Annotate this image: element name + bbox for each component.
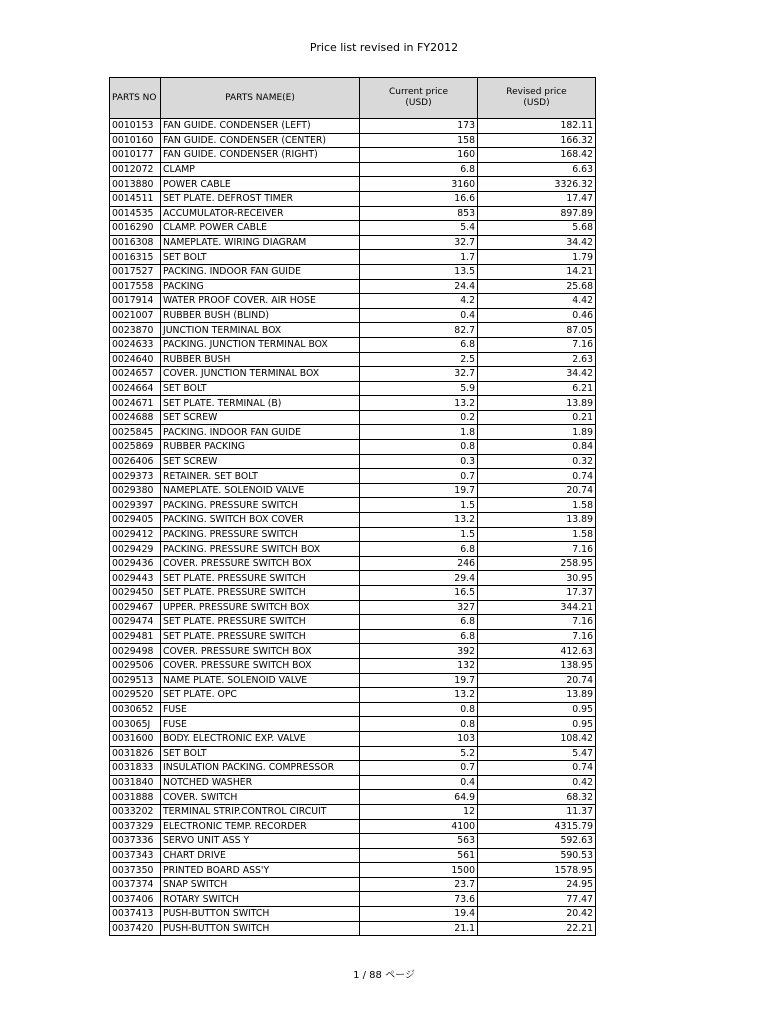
table-row (110, 440, 596, 455)
cell-revised-price: 4315.79 (478, 819, 596, 834)
cell-current-price: 1500 (360, 863, 478, 878)
table-row (110, 191, 596, 206)
table-row (110, 556, 596, 571)
cell-parts-name: SET BOLT (161, 381, 360, 396)
cell-parts-name: SET PLATE. OPC (161, 688, 360, 703)
table-row (110, 162, 596, 177)
cell-parts-name: SET PLATE. TERMINAL (B) (161, 396, 360, 411)
header-parts-no: PARTS NO (110, 78, 161, 119)
table-body (110, 119, 596, 936)
cell-revised-price: 258.95 (478, 556, 596, 571)
cell-revised-price: 6.63 (478, 162, 596, 177)
cell-revised-price: 182.11 (478, 119, 596, 134)
cell-parts-name: PUSH-BUTTON SWITCH (161, 921, 360, 936)
cell-parts-no: 0017558 (110, 279, 161, 294)
cell-revised-price: 166.32 (478, 133, 596, 148)
cell-parts-name: ROTARY SWITCH (161, 892, 360, 907)
cell-revised-price: 0.42 (478, 775, 596, 790)
cell-parts-no: 0029412 (110, 527, 161, 542)
cell-parts-name: FAN GUIDE. CONDENSER (CENTER) (161, 133, 360, 148)
table-row (110, 673, 596, 688)
cell-current-price: 0.4 (360, 775, 478, 790)
cell-revised-price: 13.89 (478, 513, 596, 528)
cell-current-price: 13.2 (360, 396, 478, 411)
price-table (109, 77, 596, 936)
cell-revised-price: 0.95 (478, 717, 596, 732)
table-row (110, 410, 596, 425)
cell-parts-name: SET SCREW (161, 410, 360, 425)
cell-current-price: 3160 (360, 177, 478, 192)
cell-parts-no: 0031840 (110, 775, 161, 790)
cell-parts-no: 0017527 (110, 264, 161, 279)
cell-parts-no: 0014511 (110, 191, 161, 206)
cell-parts-no: 0029443 (110, 571, 161, 586)
cell-current-price: 392 (360, 644, 478, 659)
cell-current-price: 6.8 (360, 162, 478, 177)
cell-current-price: 327 (360, 600, 478, 615)
cell-parts-no: 0029513 (110, 673, 161, 688)
cell-parts-name: WATER PROOF COVER. AIR HOSE (161, 294, 360, 309)
table-row (110, 425, 596, 440)
table-row (110, 600, 596, 615)
table-row (110, 629, 596, 644)
cell-parts-name: FAN GUIDE. CONDENSER (RIGHT) (161, 148, 360, 163)
cell-parts-no: 0010153 (110, 119, 161, 134)
cell-current-price: 0.7 (360, 469, 478, 484)
cell-revised-price: 1578.95 (478, 863, 596, 878)
cell-parts-name: PACKING. PRESSURE SWITCH (161, 498, 360, 513)
cell-revised-price: 7.16 (478, 542, 596, 557)
cell-current-price: 32.7 (360, 235, 478, 250)
cell-parts-no: 0029474 (110, 615, 161, 630)
cell-parts-name: SNAP SWITCH (161, 877, 360, 892)
cell-parts-no: 0024640 (110, 352, 161, 367)
table-row (110, 308, 596, 323)
cell-current-price: 19.7 (360, 483, 478, 498)
cell-revised-price: 7.16 (478, 615, 596, 630)
cell-parts-name: BODY. ELECTRONIC EXP. VALVE (161, 731, 360, 746)
table-row (110, 586, 596, 601)
cell-parts-no: 0029467 (110, 600, 161, 615)
cell-parts-no: 0010177 (110, 148, 161, 163)
cell-revised-price: 0.95 (478, 702, 596, 717)
table-row (110, 337, 596, 352)
cell-parts-name: PUSH-BUTTON SWITCH (161, 907, 360, 922)
cell-current-price: 13.2 (360, 688, 478, 703)
cell-revised-price: 344.21 (478, 600, 596, 615)
table-row (110, 688, 596, 703)
cell-parts-name: SERVO UNIT ASS Y (161, 834, 360, 849)
cell-revised-price: 11.37 (478, 804, 596, 819)
cell-current-price: 0.4 (360, 308, 478, 323)
cell-revised-price: 4.42 (478, 294, 596, 309)
table-row (110, 790, 596, 805)
cell-parts-no: 0023870 (110, 323, 161, 338)
cell-current-price: 563 (360, 834, 478, 849)
cell-revised-price: 14.21 (478, 264, 596, 279)
cell-current-price: 16.5 (360, 586, 478, 601)
document-title: Price list revised in FY2012 (309, 41, 459, 54)
cell-parts-name: PACKING. PRESSURE SWITCH (161, 527, 360, 542)
header-parts-name: PARTS NAME(E) (161, 78, 360, 119)
table-row (110, 717, 596, 732)
cell-parts-no: 0029380 (110, 483, 161, 498)
cell-parts-no: 0037374 (110, 877, 161, 892)
table-row (110, 206, 596, 221)
cell-parts-name: COVER. SWITCH (161, 790, 360, 805)
cell-parts-name: PACKING. PRESSURE SWITCH BOX (161, 542, 360, 557)
table-row (110, 527, 596, 542)
table-row (110, 323, 596, 338)
cell-revised-price: 68.32 (478, 790, 596, 805)
cell-revised-price: 20.74 (478, 483, 596, 498)
cell-revised-price: 34.42 (478, 367, 596, 382)
cell-revised-price: 17.47 (478, 191, 596, 206)
cell-parts-no: 0024633 (110, 337, 161, 352)
cell-revised-price: 1.79 (478, 250, 596, 265)
cell-parts-name: NAMEPLATE. SOLENOID VALVE (161, 483, 360, 498)
cell-parts-name: ACCUMULATOR-RECEIVER (161, 206, 360, 221)
table-row (110, 133, 596, 148)
cell-current-price: 13.5 (360, 264, 478, 279)
cell-parts-name: SET BOLT (161, 746, 360, 761)
cell-current-price: 853 (360, 206, 478, 221)
table-row (110, 483, 596, 498)
cell-parts-no: 0017914 (110, 294, 161, 309)
table-row (110, 761, 596, 776)
page-footer: 1 / 88 ページ (353, 970, 415, 981)
cell-current-price: 132 (360, 658, 478, 673)
cell-parts-name: PACKING. INDOOR FAN GUIDE (161, 425, 360, 440)
cell-parts-no: 0037413 (110, 907, 161, 922)
cell-revised-price: 24.95 (478, 877, 596, 892)
cell-parts-name: RUBBER BUSH (BLIND) (161, 308, 360, 323)
cell-revised-price: 0.21 (478, 410, 596, 425)
cell-current-price: 1.7 (360, 250, 478, 265)
cell-current-price: 0.8 (360, 702, 478, 717)
cell-parts-no: 0029506 (110, 658, 161, 673)
cell-current-price: 64.9 (360, 790, 478, 805)
cell-current-price: 103 (360, 731, 478, 746)
cell-revised-price: 412.63 (478, 644, 596, 659)
cell-revised-price: 25.68 (478, 279, 596, 294)
cell-parts-name: UPPER. PRESSURE SWITCH BOX (161, 600, 360, 615)
cell-parts-name: COVER. PRESSURE SWITCH BOX (161, 644, 360, 659)
cell-parts-no: 0029429 (110, 542, 161, 557)
cell-parts-name: TERMINAL STRIP.CONTROL CIRCUIT (161, 804, 360, 819)
cell-current-price: 0.8 (360, 717, 478, 732)
cell-parts-name: SET PLATE. DEFROST TIMER (161, 191, 360, 206)
cell-parts-no: 0029436 (110, 556, 161, 571)
table-row (110, 250, 596, 265)
cell-parts-no: 0029498 (110, 644, 161, 659)
table-row (110, 279, 596, 294)
cell-revised-price: 108.42 (478, 731, 596, 746)
cell-current-price: 4.2 (360, 294, 478, 309)
cell-parts-name: RUBBER BUSH (161, 352, 360, 367)
table-row (110, 396, 596, 411)
cell-current-price: 0.2 (360, 410, 478, 425)
cell-parts-name: NAMEPLATE. WIRING DIAGRAM (161, 235, 360, 250)
cell-parts-name: COVER. PRESSURE SWITCH BOX (161, 556, 360, 571)
table-row (110, 469, 596, 484)
cell-parts-no: 0024657 (110, 367, 161, 382)
cell-parts-no: 0024688 (110, 410, 161, 425)
cell-revised-price: 0.46 (478, 308, 596, 323)
table-row (110, 819, 596, 834)
table-row (110, 615, 596, 630)
cell-revised-price: 168.42 (478, 148, 596, 163)
cell-parts-no: 0016315 (110, 250, 161, 265)
cell-current-price: 19.7 (360, 673, 478, 688)
cell-parts-no: 0029450 (110, 586, 161, 601)
cell-current-price: 13.2 (360, 513, 478, 528)
cell-parts-no: 0025869 (110, 440, 161, 455)
cell-parts-name: PACKING. INDOOR FAN GUIDE (161, 264, 360, 279)
cell-current-price: 0.3 (360, 454, 478, 469)
cell-current-price: 2.5 (360, 352, 478, 367)
cell-parts-no: 0013880 (110, 177, 161, 192)
cell-current-price: 1.5 (360, 527, 478, 542)
cell-revised-price: 3326.32 (478, 177, 596, 192)
cell-parts-no: 0024671 (110, 396, 161, 411)
cell-revised-price: 20.42 (478, 907, 596, 922)
cell-parts-name: CLAMP. POWER CABLE (161, 221, 360, 236)
table-row (110, 863, 596, 878)
cell-parts-name: SET PLATE. PRESSURE SWITCH (161, 586, 360, 601)
table-row (110, 148, 596, 163)
cell-current-price: 246 (360, 556, 478, 571)
cell-current-price: 158 (360, 133, 478, 148)
cell-revised-price: 7.16 (478, 337, 596, 352)
table-row (110, 892, 596, 907)
cell-current-price: 0.8 (360, 440, 478, 455)
cell-parts-name: RETAINER. SET BOLT (161, 469, 360, 484)
cell-parts-name: SET PLATE. PRESSURE SWITCH (161, 571, 360, 586)
table-row (110, 848, 596, 863)
cell-parts-name: SET BOLT (161, 250, 360, 265)
cell-parts-no: 0014535 (110, 206, 161, 221)
cell-current-price: 6.8 (360, 542, 478, 557)
cell-parts-no: 0037350 (110, 863, 161, 878)
cell-revised-price: 592.63 (478, 834, 596, 849)
cell-parts-no: 0030652 (110, 702, 161, 717)
cell-revised-price: 0.84 (478, 440, 596, 455)
cell-parts-no: 0037406 (110, 892, 161, 907)
cell-parts-no: 0029397 (110, 498, 161, 513)
cell-parts-no: 0010160 (110, 133, 161, 148)
cell-revised-price: 1.89 (478, 425, 596, 440)
cell-parts-no: 0031888 (110, 790, 161, 805)
table-row (110, 746, 596, 761)
cell-parts-no: 0021007 (110, 308, 161, 323)
cell-current-price: 1.8 (360, 425, 478, 440)
table-row (110, 571, 596, 586)
cell-parts-name: JUNCTION TERMINAL BOX (161, 323, 360, 338)
cell-current-price: 16.6 (360, 191, 478, 206)
cell-revised-price: 13.89 (478, 396, 596, 411)
cell-revised-price: 17.37 (478, 586, 596, 601)
cell-current-price: 24.4 (360, 279, 478, 294)
cell-parts-no: 0024664 (110, 381, 161, 396)
cell-parts-no: 0037343 (110, 848, 161, 863)
cell-parts-name: FAN GUIDE. CONDENSER (LEFT) (161, 119, 360, 134)
cell-current-price: 561 (360, 848, 478, 863)
table-row (110, 381, 596, 396)
cell-parts-name: INSULATION PACKING. COMPRESSOR (161, 761, 360, 776)
table-row (110, 731, 596, 746)
cell-revised-price: 0.74 (478, 761, 596, 776)
cell-current-price: 29.4 (360, 571, 478, 586)
cell-parts-name: ELECTRONIC TEMP. RECORDER (161, 819, 360, 834)
cell-revised-price: 897.89 (478, 206, 596, 221)
cell-parts-no: 0031833 (110, 761, 161, 776)
table-row (110, 177, 596, 192)
table-header-row (110, 78, 596, 119)
cell-parts-name: PACKING. JUNCTION TERMINAL BOX (161, 337, 360, 352)
cell-parts-no: 0031600 (110, 731, 161, 746)
cell-current-price: 5.2 (360, 746, 478, 761)
table-row (110, 877, 596, 892)
table-row (110, 513, 596, 528)
table-row (110, 264, 596, 279)
table-row (110, 921, 596, 936)
cell-parts-no: 0016308 (110, 235, 161, 250)
cell-revised-price: 22.21 (478, 921, 596, 936)
cell-parts-no: 0026406 (110, 454, 161, 469)
cell-current-price: 6.8 (360, 615, 478, 630)
cell-current-price: 12 (360, 804, 478, 819)
cell-current-price: 6.8 (360, 629, 478, 644)
cell-parts-name: RUBBER PACKING (161, 440, 360, 455)
cell-parts-name: SET PLATE. PRESSURE SWITCH (161, 629, 360, 644)
header-current-price-line2: (USD) (405, 98, 432, 108)
cell-parts-no: 003065J (110, 717, 161, 732)
cell-revised-price: 34.42 (478, 235, 596, 250)
cell-parts-name: CHART DRIVE (161, 848, 360, 863)
cell-revised-price: 1.58 (478, 498, 596, 513)
cell-revised-price: 5.47 (478, 746, 596, 761)
cell-current-price: 73.6 (360, 892, 478, 907)
cell-parts-no: 0025845 (110, 425, 161, 440)
cell-current-price: 21.1 (360, 921, 478, 936)
header-current-price (360, 78, 478, 119)
cell-current-price: 6.8 (360, 337, 478, 352)
cell-revised-price: 6.21 (478, 381, 596, 396)
cell-current-price: 32.7 (360, 367, 478, 382)
cell-parts-no: 0037329 (110, 819, 161, 834)
cell-current-price: 23.7 (360, 877, 478, 892)
table-row (110, 498, 596, 513)
cell-parts-no: 0031826 (110, 746, 161, 761)
cell-revised-price: 87.05 (478, 323, 596, 338)
cell-revised-price: 30.95 (478, 571, 596, 586)
table-row (110, 834, 596, 849)
cell-current-price: 5.4 (360, 221, 478, 236)
table-row (110, 367, 596, 382)
header-revised-price (478, 78, 596, 119)
cell-revised-price: 138.95 (478, 658, 596, 673)
table-row (110, 775, 596, 790)
cell-parts-name: SET PLATE. PRESSURE SWITCH (161, 615, 360, 630)
header-current-price-line1: Current price (388, 87, 449, 97)
table-row (110, 221, 596, 236)
cell-parts-no: 0037420 (110, 921, 161, 936)
cell-revised-price: 0.32 (478, 454, 596, 469)
table-row (110, 907, 596, 922)
cell-parts-name: PRINTED BOARD ASS'Y (161, 863, 360, 878)
cell-current-price: 0.7 (360, 761, 478, 776)
table-row (110, 235, 596, 250)
cell-revised-price: 77.47 (478, 892, 596, 907)
table-row (110, 542, 596, 557)
cell-revised-price: 5.68 (478, 221, 596, 236)
cell-parts-name: NOTCHED WASHER (161, 775, 360, 790)
cell-parts-name: COVER. JUNCTION TERMINAL BOX (161, 367, 360, 382)
cell-current-price: 160 (360, 148, 478, 163)
header-revised-price-line2: (USD) (523, 98, 550, 108)
cell-current-price: 4100 (360, 819, 478, 834)
table-row (110, 804, 596, 819)
cell-revised-price: 0.74 (478, 469, 596, 484)
cell-parts-name: COVER. PRESSURE SWITCH BOX (161, 658, 360, 673)
cell-parts-no: 0037336 (110, 834, 161, 849)
cell-parts-name: PACKING. SWITCH BOX COVER (161, 513, 360, 528)
cell-current-price: 82.7 (360, 323, 478, 338)
cell-revised-price: 2.63 (478, 352, 596, 367)
cell-parts-no: 0029481 (110, 629, 161, 644)
table-row (110, 454, 596, 469)
cell-parts-no: 0016290 (110, 221, 161, 236)
cell-parts-name: PACKING (161, 279, 360, 294)
table-row (110, 352, 596, 367)
cell-parts-name: FUSE (161, 702, 360, 717)
cell-revised-price: 13.89 (478, 688, 596, 703)
table-row (110, 658, 596, 673)
cell-revised-price: 20.74 (478, 673, 596, 688)
cell-parts-name: NAME PLATE. SOLENOID VALVE (161, 673, 360, 688)
cell-parts-no: 0029373 (110, 469, 161, 484)
cell-current-price: 5.9 (360, 381, 478, 396)
table-row (110, 702, 596, 717)
cell-revised-price: 590.53 (478, 848, 596, 863)
cell-revised-price: 1.58 (478, 527, 596, 542)
cell-current-price: 19.4 (360, 907, 478, 922)
header-revised-price-line1: Revised price (506, 87, 567, 97)
cell-parts-no: 0033202 (110, 804, 161, 819)
table-row (110, 119, 596, 134)
table-row (110, 294, 596, 309)
cell-parts-no: 0029520 (110, 688, 161, 703)
cell-current-price: 1.5 (360, 498, 478, 513)
cell-parts-name: POWER CABLE (161, 177, 360, 192)
cell-revised-price: 7.16 (478, 629, 596, 644)
cell-current-price: 173 (360, 119, 478, 134)
table-row (110, 644, 596, 659)
cell-parts-name: CLAMP (161, 162, 360, 177)
cell-parts-name: SET SCREW (161, 454, 360, 469)
cell-parts-no: 0029405 (110, 513, 161, 528)
cell-parts-no: 0012072 (110, 162, 161, 177)
cell-parts-name: FUSE (161, 717, 360, 732)
